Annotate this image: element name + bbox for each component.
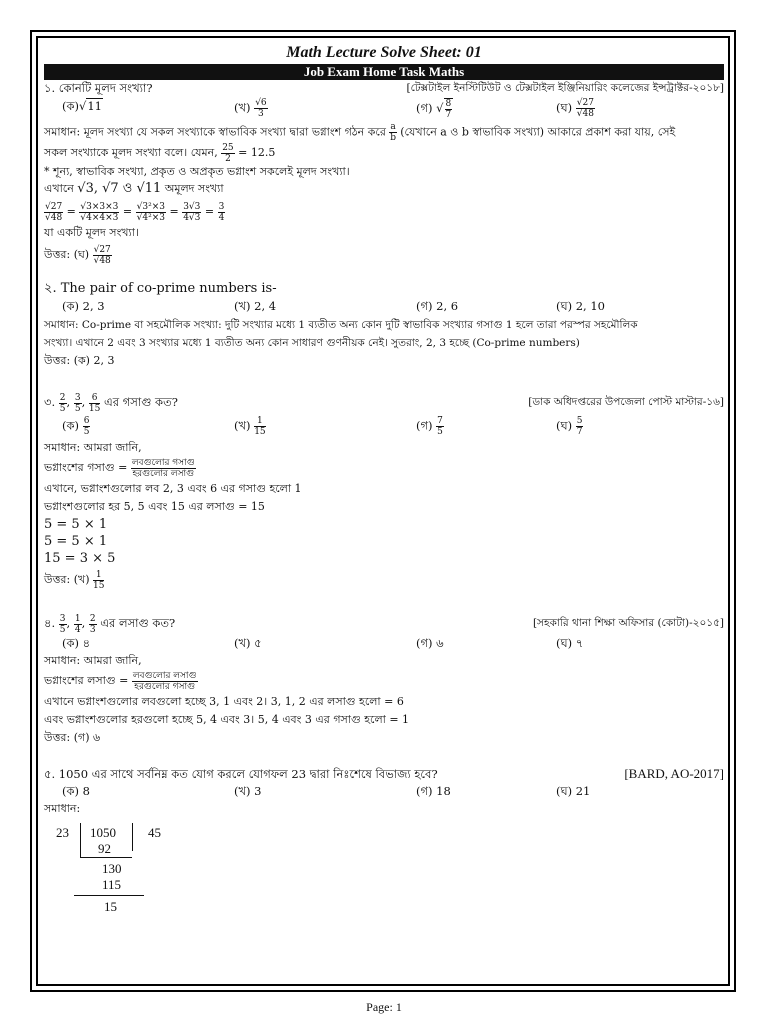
option-b: (খ) 2, 4 <box>234 299 277 313</box>
long-division <box>44 817 724 927</box>
option-b: (খ) $\frac{√6}{3}$ <box>234 98 267 119</box>
question-1 <box>44 80 724 96</box>
division-step-3: 115 <box>102 877 122 892</box>
question-3: ৩. $\frac{2}{5}$ , $\frac{3}{5}$ , $\frac{6}{15}$ এর গসাগু কত? [ডাক অধিদপ্তরের উপজেলা পোস্ট মাস্টার-১৬] <box>44 390 724 414</box>
section-banner: Job Exam Home Task Maths <box>44 64 724 80</box>
question-5 <box>44 765 724 783</box>
question-3-solution: সমাধান: আমরা জানি, ভগ্নাংশের গসাগু = $\frac{\text{লবগুলোর গসাগু}}{\text{হরগুলোর লসাগু}}$ এখানে, ভগ্নাংশগুলোর লব 2, 3 এবং 6 এর গসাগু হলো 1 ভগ্নাংশগুলোর হর 5, 5 এবং 15 এর লসাগু = 15 5 = 5 × 1 5 = 5 × 1 15 = 3 × 5 উত্তর: (খ) $\frac{1}{15}$ <box>44 441 302 591</box>
question-1-text: ১. কোনটি মূলদ সংখ্যা? <box>44 81 153 95</box>
division-remainder: 15 <box>104 899 117 914</box>
option-b: (খ) $\frac{1}{15}$ <box>234 416 266 437</box>
question-5-solution-label: সমাধান: <box>44 802 81 815</box>
question-4-source: [সহকারি থানা শিক্ষা অফিসার (কোটা)-২০১৫] <box>532 617 724 629</box>
question-5-source: [BARD, AO-2017] <box>624 766 724 781</box>
option-c: (গ) √ $\frac{8}{7}$ <box>416 99 452 120</box>
option-c: (গ) ৬ <box>416 636 444 650</box>
question-1-solution: সমাধান: মূলদ সংখ্যা যে সকল সংখ্যাকে স্বাভাবিক সংখ্যা দ্বারা ভগ্নাংশ গঠন করে $\frac{a}{b}$ (যেখানে a ও b স্বাভাবিক সংখ্যা) আকারে প্রকাশ করা যায়, সেই সকল সংখ্যাকে মূলদ সংখ্যা বলে। যেমন, $\frac{25}{2}$ = 12.5 * শূন্য, স্বাভাবিক সংখ্যা, প্রকৃত ও অপ্রকৃত ভগ্নাংশ সকলেই মূলদ সংখ্যা। এখানে √3, √7 ও √11 অমূলদ সংখ্যা $\frac{√27}{√48}$ = $\frac{√3\times 3\times 3}{√4\times 4\times 3}$ = $\frac{\text{√3²×3}}{\text{√4²×3}}$ = $\frac{3√3}{4√3}$ = $\frac{3}{4}$ যা একটি মূলদ সংখ্যা। উত্তর: (ঘ) $\frac{√27}{√48}$ <box>44 122 724 270</box>
option-b: (খ) 3 <box>234 784 262 798</box>
page-number: Page: 1 <box>366 1000 402 1014</box>
worksheet-content <box>44 42 724 927</box>
question-2 <box>44 280 724 298</box>
option-d: (ঘ) $\frac{5}{7}$ <box>556 416 583 437</box>
option-a: (ক)√11 <box>62 99 102 113</box>
question-5-options <box>44 783 724 801</box>
division-step-2: 130 <box>102 861 122 876</box>
question-1-options <box>44 96 724 122</box>
calculation: $\frac{√27}{√48}$ = $\frac{√3\times 3\times 3}{√4\times 4\times 3}$ = $\frac{\text{√3²×3}}{\text{√4²×3}}$ = $\frac{3√3}{4√3}$ = $\frac{3}{4}$ <box>45 201 225 223</box>
option-a: (ক) $\frac{6}{5}$ <box>62 416 90 437</box>
question-2-text: ২. The pair of co-prime numbers is- <box>44 281 277 296</box>
option-d: (ঘ) $\frac{√27}{√48}$ <box>556 98 594 119</box>
option-d: (ঘ) 2, 10 <box>556 299 605 313</box>
division-step-1: 92 <box>98 841 111 856</box>
question-4-options <box>44 635 724 653</box>
question-2-solution: সমাধান: Co-prime বা সহমৌলিক সংখ্যা: দুটি সংখ্যার মধ্যে 1 ব্যতীত অন্য কোন দুটি স্বাভাবিক সংখ্যার গসাগু 1 হলে তারা পরস্পর সহমৌলিক সংখ্যা। এখানে 2 এবং 3 সংখ্যার মধ্যে 1 ব্যতীত অন্য কোন সাধারণ গুণনীয়ক নেই। সুতরাং, 2, 3 হচ্ছে (Co-prime numbers) উত্তর: (ক) 2, 3 <box>44 319 638 367</box>
option-a: (ক) 8 <box>62 784 90 798</box>
option-a: (ক) 2, 3 <box>62 299 105 313</box>
option-c: (গ) 18 <box>416 784 451 798</box>
option-d: (ঘ) ৭ <box>556 636 584 650</box>
option-a: (ক) ৪ <box>62 636 91 650</box>
division-divisor: 23 <box>56 825 69 840</box>
division-dividend: 1050 <box>90 825 116 840</box>
question-1-source: [টেক্সটাইল ইনস্টিটিউট ও টেক্সটাইল ইঞ্জিনিয়ারিং কলেজের ইন্সট্রাক্টর-২০১৮] <box>406 82 724 94</box>
question-5-text: ৫. 1050 এর সাথে সর্বনিম্ন কত যোগ করলে যোগফল 23 দ্বারা নিঃশেষে বিভাজ্য হবে? <box>44 767 438 781</box>
question-4: ৪. $\frac{3}{5}$ , $\frac{1}{4}$ , $\frac{2}{3}$ এর লসাগু কত? [সহকারি থানা শিক্ষা অফিসার (কোটা)-২০১৫] <box>44 611 724 635</box>
option-c: (গ) 2, 6 <box>416 299 459 313</box>
division-quotient: 45 <box>148 825 161 840</box>
option-d: (ঘ) 21 <box>556 784 591 798</box>
page-title: Math Lecture Solve Sheet: 01 <box>286 44 482 61</box>
question-4-solution: সমাধান: আমরা জানি, ভগ্নাংশের লসাগু = $\frac{\text{লবগুলোর লসাগু}}{\text{হরগুলোর গসাগু}}$ এখানে ভগ্নাংশগুলোর লবগুলো হচ্ছে 3, 1 এবং 2। 3, 1, 2 এর লসাগু হলো = 6 এবং ভগ্নাংশগুলোর হরগুলো হচ্ছে 5, 4 এবং 3। 5, 4 এবং 3 এর গসাগু হলো = 1 উত্তর: (গ) ৬ <box>44 654 410 744</box>
question-2-options <box>44 298 724 316</box>
question-3-source: [ডাক অধিদপ্তরের উপজেলা পোস্ট মাস্টার-১৬] <box>528 396 724 408</box>
option-c: (গ) $\frac{7}{5}$ <box>416 416 443 437</box>
question-3-options <box>44 414 724 440</box>
option-b: (খ) ৫ <box>234 636 262 650</box>
